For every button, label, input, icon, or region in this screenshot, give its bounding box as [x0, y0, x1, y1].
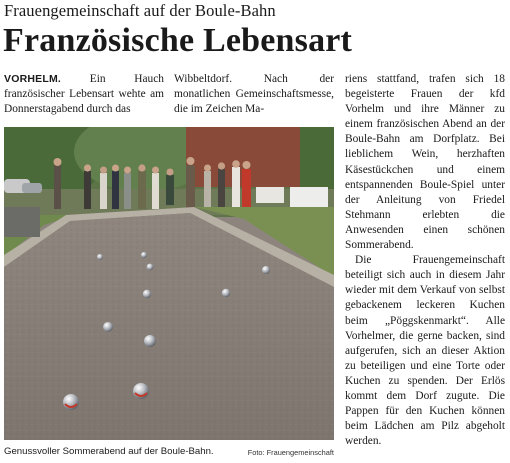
- article-photo: [4, 127, 334, 440]
- photo-credit: Foto: Frauengemeinschaft: [247, 448, 334, 457]
- column-3-paragraph-1: riens stattfand, trafen sich 18 begeisterte Frauen der kfd Vorhelm und ihre Männer zu einem französischen Abend an der Boule-Bahn am Dorfplatz. Bei lieblichem Wein, herzhaften Käsestückchen und einem entspannenden Boule-Spiel unter der Anleitung von Friedel Stehmann erlebten die Anwesenden einen schönen Sommerabend.: [345, 73, 505, 252]
- table: [256, 187, 284, 203]
- column-3-paragraph-2: Die Frauengemeinschaft beteiligt sich auch in diesem Jahr wieder mit dem Verkauf von selbst gebackenem leckeren Kuchen beim „Pöggskenmarkt“. Alle Vorhelmer, die gerne backen, sind aufgerufen, sich an dieser Aktion zu beteiligen und eine Torte oder Kuchen zu spenden. Der Erlös kommt dem Dorf zugute. Die Pappen für den Kuchen können beim Lädchen am Pilz abgeholt werden.: [345, 254, 505, 448]
- column-1-text: Ein Hauch französischer Lebensart wehte am Donnerstagabend durch das: [4, 73, 164, 116]
- text-column-3: [345, 72, 505, 449]
- boule-court-illustration: [4, 127, 334, 440]
- photo-caption: [4, 445, 334, 458]
- bench: [4, 207, 40, 237]
- text-column-2: [174, 72, 334, 117]
- article-kicker: Frauengemeinschaft auf der Boule-Bahn: [4, 1, 276, 20]
- article-headline: Französische Lebensart: [3, 22, 353, 59]
- dateline: VORHELM.: [4, 73, 62, 85]
- column-2-text: Wibbeltdorf. Nach der monatlichen Gemeinschaftsmesse, die im Zeichen Ma-: [174, 73, 334, 116]
- caption-text: Genussvoller Sommerabend auf der Boule-Bahn.: [4, 446, 214, 457]
- text-column-1: [4, 72, 164, 117]
